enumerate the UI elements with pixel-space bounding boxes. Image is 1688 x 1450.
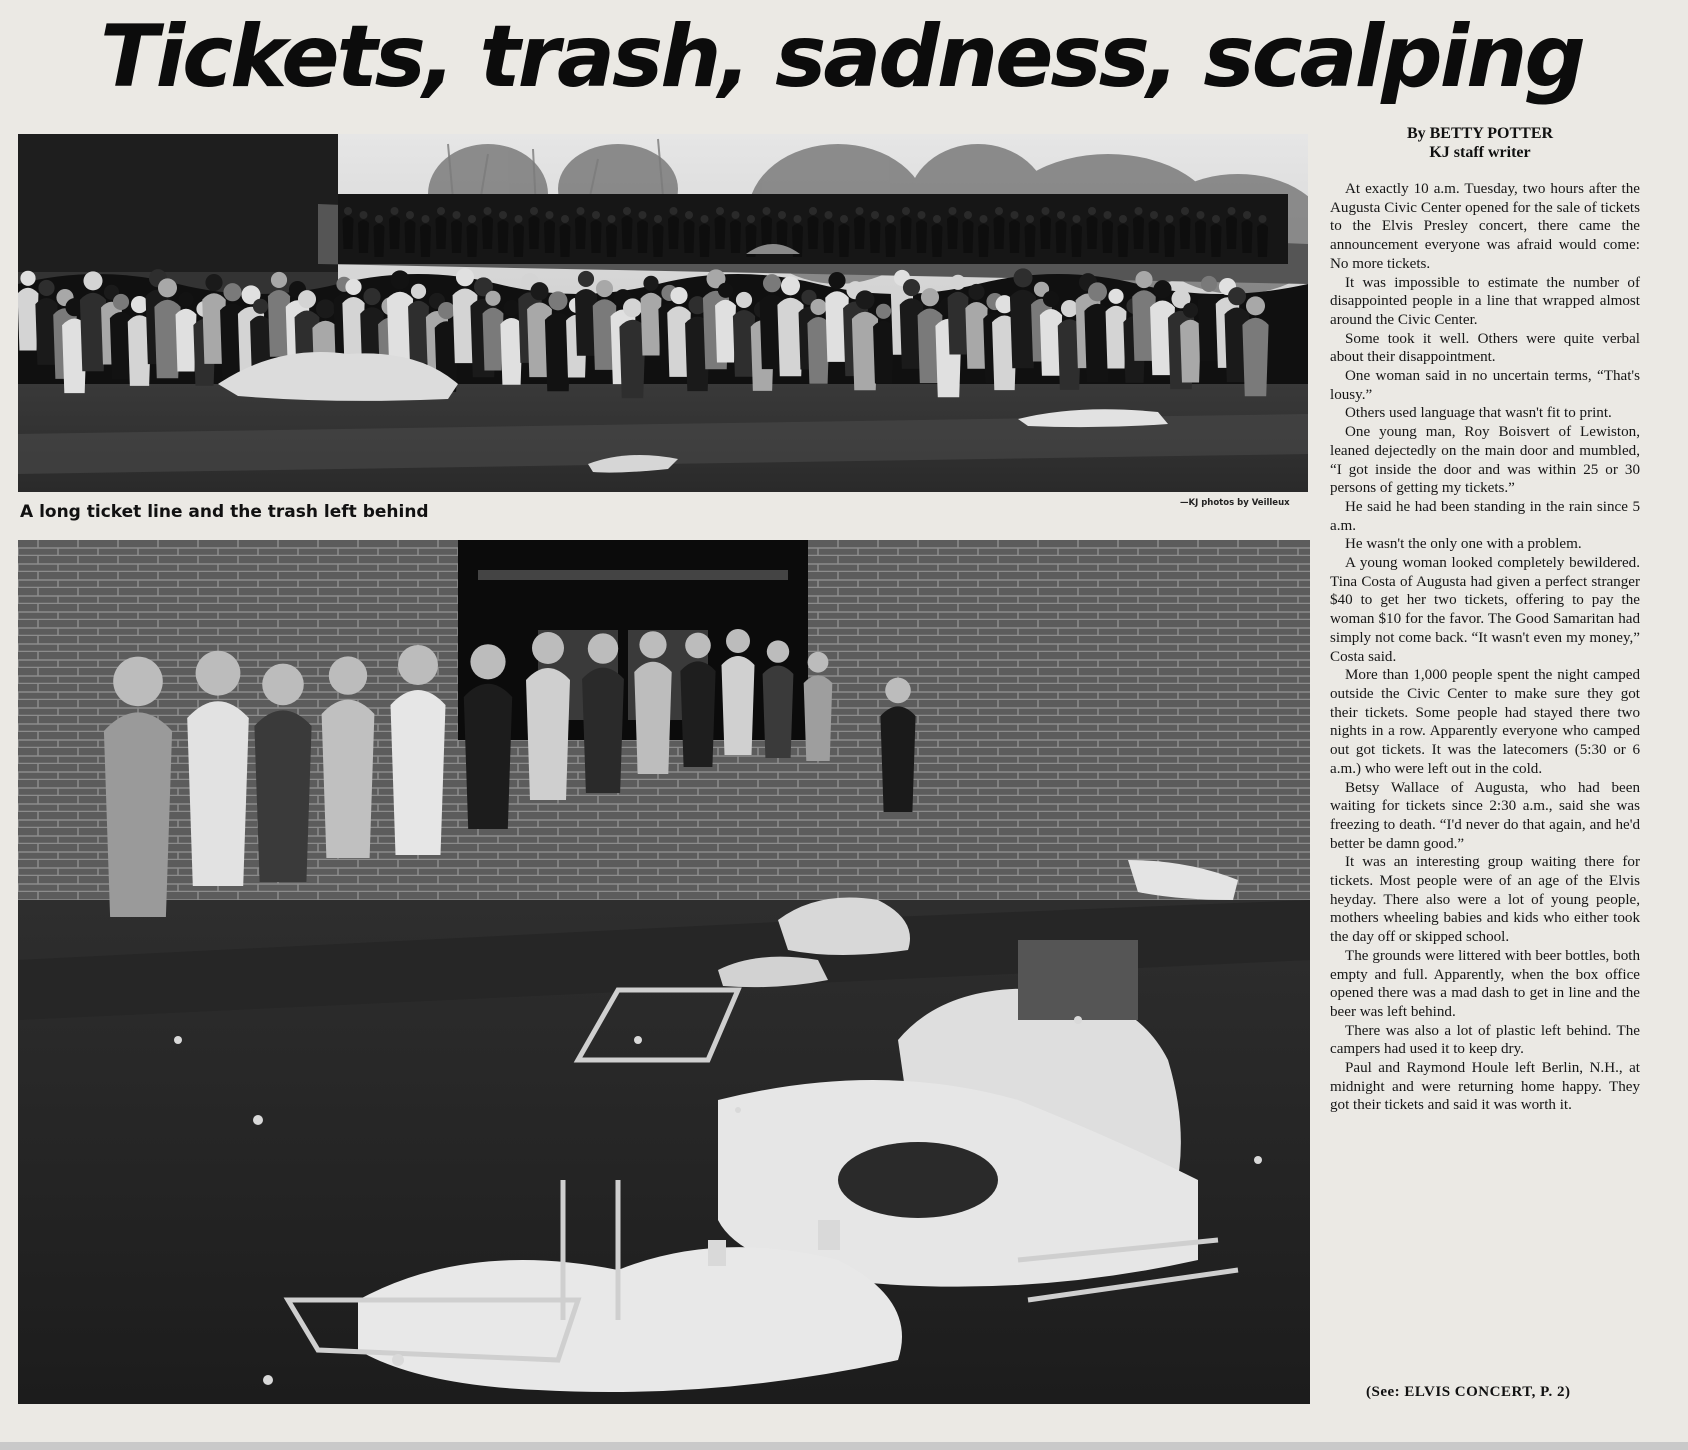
photo-caption: A long ticket line and the trash left behind bbox=[20, 502, 429, 522]
byline-title: KJ staff writer bbox=[1429, 144, 1531, 161]
story-paragraph: A young woman looked completely bewildered. Tina Costa of Augusta had given a perfect stranger $40 to get her two tickets, offering to pay the woman $10 for the favor. The Good Samaritan had simply not come back. “It wasn't even my money,” Costa said. bbox=[1330, 555, 1640, 665]
byline bbox=[1330, 124, 1630, 162]
story-paragraph: It was an interesting group waiting there for tickets. Most people were of an age of the Elvis heyday. There also were a lot of young people, mothers wheeling babies and kids who either took the day off or skipped school. bbox=[1330, 854, 1640, 946]
jump-line: (See: ELVIS CONCERT, P. 2) bbox=[1366, 1384, 1571, 1400]
story-column bbox=[1330, 180, 1640, 1115]
story-paragraph: He wasn't the only one with a problem. bbox=[1345, 536, 1582, 553]
story-paragraph: Paul and Raymond Houle left Berlin, N.H., at midnight and were returning home happy. They got their tickets and said it was worth it. bbox=[1330, 1060, 1640, 1114]
headline: Tickets, trash, sadness, scalping bbox=[100, 7, 1583, 107]
story-paragraph: One woman said in no uncertain terms, “That's lousy.” bbox=[1330, 368, 1640, 403]
crowd-line-image bbox=[18, 134, 1308, 492]
story-paragraph: There was also a lot of plastic left behind. The campers had used it to keep dry. bbox=[1330, 1022, 1640, 1058]
trash-doorway-image bbox=[18, 540, 1310, 1404]
photo-trash-left-behind bbox=[18, 540, 1310, 1404]
story-paragraph: He said he had been standing in the rain since 5 a.m. bbox=[1330, 498, 1640, 534]
story-paragraph: It was impossible to estimate the number of disappointed people in a line that wrapped almost around the Civic Center. bbox=[1330, 274, 1640, 328]
photo-credit: —KJ photos by Veilleux bbox=[1180, 498, 1290, 508]
story-paragraph: One young man, Roy Boisvert of Lewiston, leaned dejectedly on the main door and mumbled, “I got inside the door and was within 25 or 30 persons of getting my tickets.” bbox=[1330, 424, 1640, 497]
story-paragraph: Others used language that wasn't fit to print. bbox=[1345, 405, 1612, 422]
story-paragraph: At exactly 10 a.m. Tuesday, two hours after the Augusta Civic Center opened for the sale of tickets to the Elvis Presley concert, there came the announcement everyone was afraid would come: No more tickets. bbox=[1330, 181, 1640, 272]
story-paragraph: Betsy Wallace of Augusta, who had been waiting for tickets since 2:30 a.m., said she was freezing to death. “I'd never do that again, and he'd better be damn good.” bbox=[1330, 779, 1640, 852]
byline-author: By BETTY POTTER bbox=[1406, 125, 1554, 142]
story-paragraph: More than 1,000 people spent the night camped outside the Civic Center to make sure they got their tickets. Some people had stayed there two nights in a row. Apparently everyone who camped out got tickets. It was the latecomers (5:30 or 6 a.m.) who were left out in the cold. bbox=[1330, 667, 1640, 777]
photo-ticket-line bbox=[18, 134, 1308, 492]
story-paragraph: Some took it well. Others were quite verbal about their disappointment. bbox=[1330, 330, 1640, 366]
story-paragraph: The grounds were littered with beer bottles, both empty and full. Apparently, when the box office opened there was a mad dash to get in line and the beer was left behind. bbox=[1330, 947, 1640, 1020]
